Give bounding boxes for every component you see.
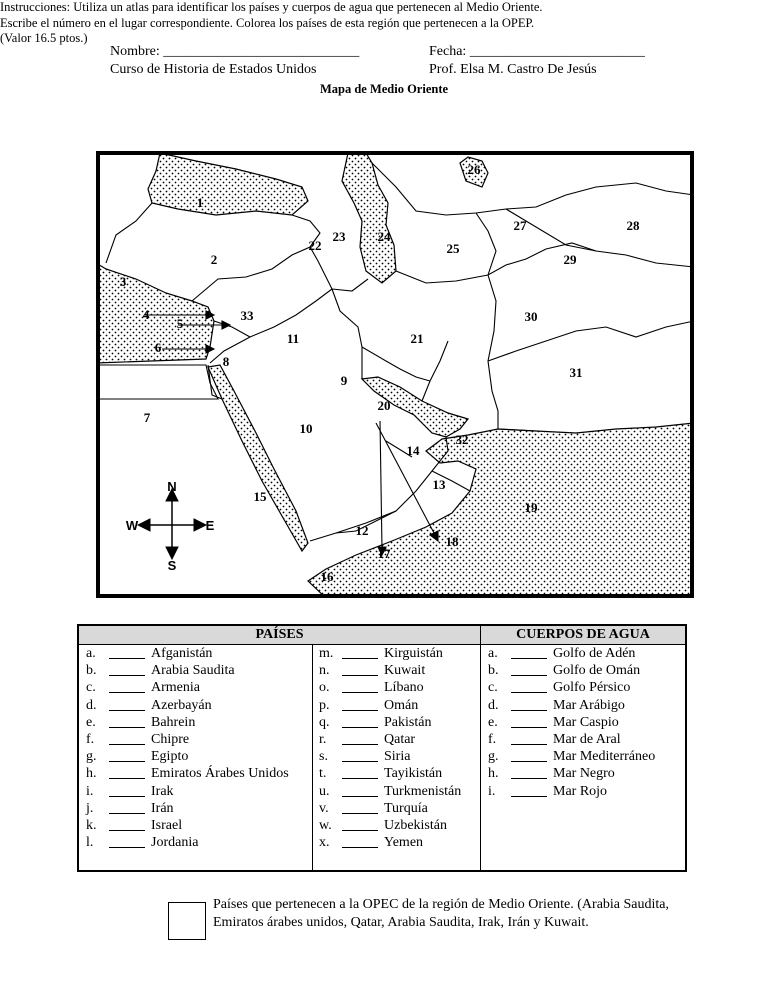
- water-column: [481, 645, 685, 870]
- page-title: Mapa de Medio Oriente: [319, 82, 449, 96]
- list-item: [481, 765, 685, 782]
- list-item: [79, 800, 312, 817]
- answer-blank[interactable]: [342, 658, 378, 659]
- item-letter: a.: [86, 646, 96, 661]
- opec-note: Países que pertenecen a la OPEC de la región de Medio Oriente. (Arabia Saudita, Emiratos árabes unidos, Qatar, Arabia Saudita, Irak, Irán y Kuwait.: [213, 897, 670, 930]
- map-number-label: 3: [119, 274, 127, 289]
- answer-blank[interactable]: [109, 847, 145, 848]
- map-number-label: 10: [299, 421, 313, 436]
- item-letter: w.: [319, 817, 332, 833]
- course-name: Curso de Historia de Estados Unidos: [110, 62, 317, 77]
- item-name: Mar Arábigo: [553, 697, 625, 713]
- compass-s: S: [167, 558, 177, 573]
- answer-blank[interactable]: [342, 744, 378, 745]
- list-item: [79, 765, 312, 782]
- answer-blank[interactable]: [109, 710, 145, 711]
- list-item: [312, 800, 481, 817]
- list-item: [312, 679, 481, 696]
- opec-color-box[interactable]: [168, 902, 206, 940]
- map-number-label: 20: [377, 398, 391, 413]
- map-number-label: 22: [308, 238, 322, 253]
- map-number-label: 19: [524, 500, 538, 515]
- answer-blank[interactable]: [342, 830, 378, 831]
- list-item: [79, 697, 312, 714]
- answer-blank[interactable]: [511, 796, 547, 797]
- map-number-label: 18: [445, 534, 459, 549]
- list-item: [79, 783, 312, 800]
- map-number-label: 2: [210, 252, 218, 267]
- list-item: [481, 714, 685, 731]
- item-letter: e.: [86, 714, 96, 730]
- answer-blank[interactable]: [109, 727, 145, 728]
- list-item: [79, 679, 312, 696]
- item-name: Egipto: [151, 749, 189, 765]
- list-item: [312, 697, 481, 714]
- item-name: Azerbayán: [151, 697, 212, 713]
- item-name: Golfo Pérsico: [553, 680, 631, 696]
- item-name: Mar de Aral: [553, 731, 621, 747]
- countries-header: PAÍSES: [79, 626, 480, 645]
- map-number-label: 4: [142, 307, 150, 322]
- answer-blank[interactable]: [342, 847, 378, 848]
- list-item: [79, 645, 312, 662]
- item-letter: a.: [488, 646, 498, 661]
- professor-name: Prof. Elsa M. Castro De Jesús: [429, 62, 597, 77]
- list-item: [312, 834, 481, 851]
- answer-blank[interactable]: [342, 727, 378, 728]
- map-number-label: 16: [320, 569, 334, 584]
- item-name: Líbano: [384, 680, 424, 696]
- item-letter: t.: [319, 766, 327, 782]
- answer-blank[interactable]: [511, 778, 547, 779]
- item-letter: p.: [319, 697, 330, 713]
- answer-blank[interactable]: [511, 727, 547, 728]
- list-item: [481, 783, 685, 800]
- item-name: Mar Caspio: [553, 714, 619, 730]
- map-number-label: 32: [455, 432, 469, 447]
- map-number-label: 28: [626, 218, 640, 233]
- item-letter: n.: [319, 663, 330, 679]
- answer-blank[interactable]: [109, 796, 145, 797]
- answer-blank[interactable]: [109, 761, 145, 762]
- map-number-label: 9: [340, 373, 348, 388]
- answer-blank[interactable]: [109, 778, 145, 779]
- list-item: [312, 645, 481, 662]
- map-number-label: 17: [377, 546, 391, 561]
- compass-n: N: [167, 479, 177, 494]
- item-name: Turquía: [384, 800, 428, 816]
- item-name: Mar Negro: [553, 766, 615, 782]
- answer-blank[interactable]: [109, 675, 145, 676]
- item-name: Afganistán: [151, 646, 213, 661]
- item-name: Chipre: [151, 731, 190, 747]
- item-letter: h.: [488, 766, 499, 782]
- list-item: [312, 748, 481, 765]
- name-field-label[interactable]: Nombre: ____________________________: [110, 44, 360, 59]
- item-letter: g.: [86, 749, 97, 765]
- answer-blank[interactable]: [342, 761, 378, 762]
- item-letter: l.: [86, 835, 94, 851]
- water-header: CUERPOS DE AGUA: [481, 626, 685, 645]
- answer-blank[interactable]: [511, 658, 547, 659]
- item-name: Golfo de Adén: [553, 646, 636, 661]
- instructions-text: Instrucciones: Utiliza un atlas para identificar los países y cuerpos de agua que pertenecen al Medio Oriente. Escribe el número en el lugar correspondiente. Colorea los países de esta región que pertenecen a la OPEP. (Valor 16.5 ptos.): [0, 0, 543, 45]
- item-name: Kirguistán: [384, 646, 443, 661]
- answer-blank[interactable]: [109, 658, 145, 659]
- map-number-label: 11: [286, 331, 300, 346]
- item-letter: e.: [488, 714, 498, 730]
- item-letter: c.: [86, 680, 96, 696]
- item-letter: k.: [86, 817, 97, 833]
- list-item: [312, 783, 481, 800]
- item-name: Israel: [151, 817, 183, 833]
- item-name: Armenia: [151, 680, 200, 696]
- item-name: Pakistán: [384, 714, 432, 730]
- item-letter: c.: [488, 680, 498, 696]
- map-number-label: 6: [154, 340, 162, 355]
- item-name: Tayikistán: [384, 766, 443, 782]
- answer-blank[interactable]: [109, 813, 145, 814]
- answer-blank[interactable]: [511, 710, 547, 711]
- list-item: [312, 662, 481, 679]
- map-number-label: 33: [240, 308, 254, 323]
- map-number-label: 29: [563, 252, 577, 267]
- map-number-label: 30: [524, 309, 538, 324]
- answer-blank[interactable]: [342, 796, 378, 797]
- map-number-label: 7: [143, 410, 151, 425]
- list-item: [481, 748, 685, 765]
- map-number-label: 27: [513, 218, 527, 233]
- map-number-label: 24: [377, 229, 391, 244]
- item-name: Omán: [384, 697, 419, 713]
- item-name: Arabia Saudita: [151, 663, 235, 679]
- list-item: [79, 714, 312, 731]
- answer-blank[interactable]: [109, 692, 145, 693]
- item-name: Jordania: [151, 835, 199, 851]
- answer-blank[interactable]: [511, 692, 547, 693]
- item-letter: x.: [319, 835, 330, 851]
- item-letter: v.: [319, 800, 329, 816]
- countries-column-2: [312, 645, 481, 870]
- map-number-label: 21: [410, 331, 424, 346]
- list-item: [79, 748, 312, 765]
- item-letter: b.: [86, 663, 97, 679]
- middle-east-map: [96, 151, 694, 598]
- map-number-label: 5: [176, 316, 184, 331]
- list-item: [79, 662, 312, 679]
- answer-blank[interactable]: [342, 675, 378, 676]
- list-item: [312, 731, 481, 748]
- map-number-label: 1: [196, 195, 204, 210]
- item-letter: f.: [86, 731, 95, 747]
- list-item: [481, 662, 685, 679]
- item-letter: g.: [488, 749, 499, 765]
- item-letter: b.: [488, 663, 499, 679]
- list-item: [312, 817, 481, 834]
- item-name: Golfo de Omán: [553, 663, 641, 679]
- item-name: Yemen: [384, 835, 424, 851]
- item-name: Siria: [384, 749, 411, 765]
- list-item: [79, 834, 312, 851]
- item-letter: m.: [319, 646, 334, 661]
- answer-blank[interactable]: [342, 778, 378, 779]
- item-name: Irak: [151, 783, 174, 799]
- item-letter: u.: [319, 783, 330, 799]
- map-number-label: 13: [432, 477, 446, 492]
- map-number-label: 23: [332, 229, 346, 244]
- list-item: [481, 645, 685, 662]
- item-letter: r.: [319, 731, 327, 747]
- answer-blank[interactable]: [511, 744, 547, 745]
- map-number-label: 8: [222, 354, 230, 369]
- list-item: [481, 679, 685, 696]
- item-name: Kuwait: [384, 663, 426, 679]
- answer-blank[interactable]: [342, 710, 378, 711]
- answer-table: [77, 624, 687, 872]
- item-letter: j.: [86, 800, 94, 816]
- map-number-label: 12: [355, 523, 369, 538]
- map-number-label: 26: [467, 162, 481, 177]
- item-name: Bahrein: [151, 714, 196, 730]
- item-letter: o.: [319, 680, 330, 696]
- list-item: [79, 817, 312, 834]
- item-letter: i.: [86, 783, 94, 799]
- answer-blank[interactable]: [109, 744, 145, 745]
- list-item: [481, 697, 685, 714]
- item-letter: s.: [319, 749, 328, 765]
- item-letter: f.: [488, 731, 497, 747]
- item-letter: d.: [488, 697, 499, 713]
- item-name: Mar Mediterráneo: [553, 749, 656, 765]
- compass-w: W: [125, 518, 139, 533]
- list-item: [481, 731, 685, 748]
- answer-blank[interactable]: [511, 761, 547, 762]
- item-name: Emiratos Árabes Unidos: [151, 766, 289, 782]
- map-number-label: 15: [253, 489, 267, 504]
- item-name: Irán: [151, 800, 174, 816]
- answer-blank[interactable]: [342, 692, 378, 693]
- list-item: [312, 765, 481, 782]
- answer-blank[interactable]: [342, 813, 378, 814]
- compass-e: E: [205, 518, 215, 533]
- item-letter: q.: [319, 714, 330, 730]
- list-item: [312, 714, 481, 731]
- countries-column-1: [79, 645, 313, 870]
- item-name: Uzbekistán: [384, 817, 447, 833]
- list-item: [79, 731, 312, 748]
- map-number-label: 14: [406, 443, 420, 458]
- date-field-label[interactable]: Fecha: _________________________: [429, 44, 645, 59]
- item-letter: i.: [488, 783, 496, 799]
- map-number-label: 31: [569, 365, 583, 380]
- item-name: Qatar: [384, 731, 416, 747]
- map-number-label: 25: [446, 241, 460, 256]
- item-name: Mar Rojo: [553, 783, 608, 799]
- answer-blank[interactable]: [511, 675, 547, 676]
- item-letter: h.: [86, 766, 97, 782]
- item-letter: d.: [86, 697, 97, 713]
- item-name: Turkmenistán: [384, 783, 462, 799]
- answer-blank[interactable]: [109, 830, 145, 831]
